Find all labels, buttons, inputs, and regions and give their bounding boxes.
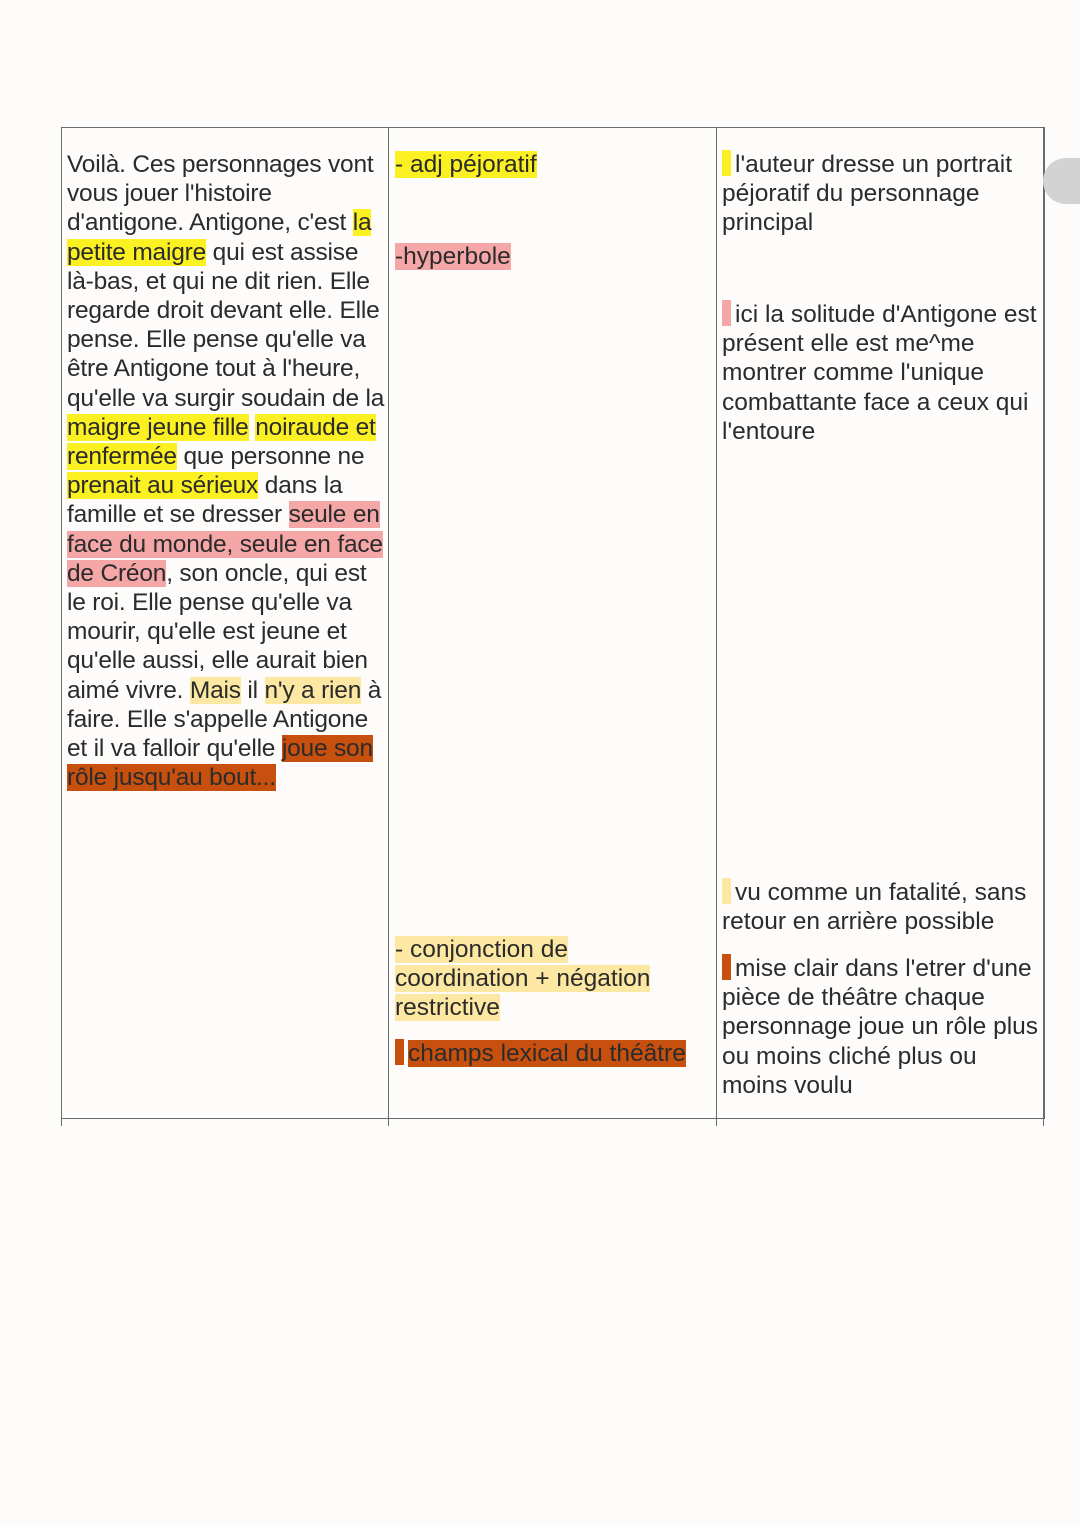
table-divider-2	[716, 127, 717, 1126]
figure-hyperbole: -hyperbole	[395, 243, 511, 270]
highlight-pejorative: maigre jeune fille	[67, 413, 249, 441]
figure-adj-pejoratif: - adj péjoratif	[395, 151, 537, 178]
interpretation-solitude: ici la solitude d'Antigone est présent elle est me^me montrer comme l'unique combattante face a ceux qui l'entoure	[722, 301, 1037, 445]
color-marker	[722, 300, 731, 326]
color-marker	[722, 878, 731, 904]
highlight-pejorative: noiraude et renfermée	[67, 413, 376, 471]
text-segment: à faire. Elle s'appelle Antigone et il va falloir qu'elle	[67, 676, 382, 763]
text-segment: il	[240, 676, 265, 704]
interpretation-theatre: mise clair dans l'etrer d'une pièce de théâtre chaque personnage joue un rôle plus ou moins cliché plus ou moins voulu	[722, 955, 1039, 1099]
figure-champ-lexical: champs lexical du théâtre	[395, 1039, 686, 1068]
scroll-handle[interactable]	[1043, 158, 1080, 204]
highlight-negation: n'y a rien	[264, 676, 362, 704]
interpretation-fatalite: vu comme un fatalité, sans retour en arrière possible	[722, 879, 1027, 936]
text-segment: que personne ne	[176, 443, 365, 471]
text-segment: dans la famille et se dresser	[67, 472, 343, 529]
table-border-right	[1043, 127, 1044, 1126]
color-marker	[395, 1039, 404, 1065]
highlight-theatre: joue son rôle jusqu'au bout...	[67, 735, 373, 792]
highlight-hyperbole: seule en face du monde, seule en face de Créon	[67, 501, 383, 587]
text-segment: Voilà. Ces personnages vont vous jouer l'histoire d'antigone. Antigone, c'est	[67, 151, 374, 237]
figure-conjonction: - conjonction de coordination + négation restrictive	[395, 936, 651, 1022]
color-marker	[722, 150, 731, 176]
text-segment: , son oncle, qui est le roi. Elle pense qu'elle va mourir, qu'elle est jeune et qu'elle aussi, elle aurait bien aimé vivre.	[67, 559, 368, 704]
text-excerpt-cell	[67, 150, 389, 792]
highlight-conjunction: Mais	[189, 676, 241, 704]
interpretation-portrait: l'auteur dresse un portrait péjoratif du personnage principal	[722, 151, 1013, 237]
table-border-left	[61, 127, 62, 1126]
highlight-pejorative: prenait au sérieux	[67, 472, 259, 500]
color-marker	[722, 954, 731, 980]
highlight-pejorative: la petite maigre	[67, 209, 372, 266]
text-segment: qui est assise là-bas, et qui ne dit rien. Elle regarde droit devant elle. Elle pense. Elle pense qu'elle va être Antigone tout à l'heure, qu'elle va surgir soudain de la	[67, 238, 385, 412]
